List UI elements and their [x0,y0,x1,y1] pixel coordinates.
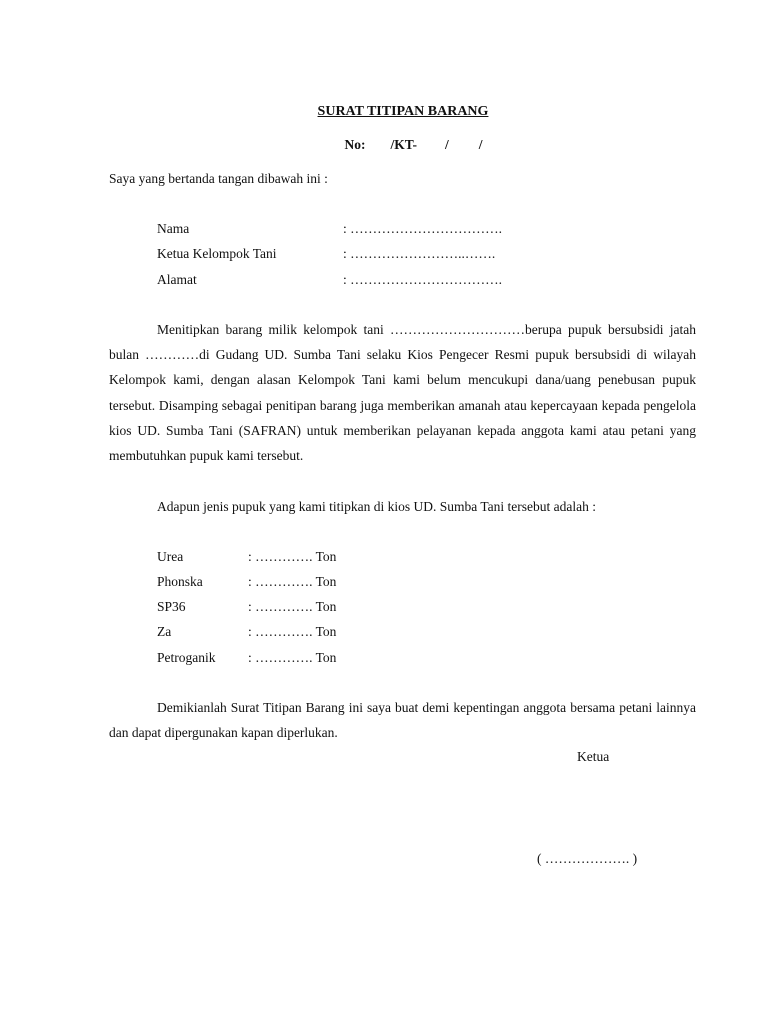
identity-value: : ……………………………. [343,221,503,236]
fertilizer-value: : …………. Ton [248,599,337,614]
fertilizer-row [157,624,457,642]
fertilizer-intro-paragraph: Adapun jenis pupuk yang kami titipkan di kios UD. Sumba Tani tersebut adalah : [157,499,596,514]
identity-label: Nama [157,221,190,236]
fertilizer-value: : …………. Ton [248,549,337,564]
fertilizer-label: Za [157,624,172,639]
identity-row-group [157,246,557,264]
number-prefix: No: [344,137,366,152]
fertilizer-value: : …………. Ton [248,624,337,639]
fertilizer-value: : …………. Ton [248,574,337,589]
closing-paragraph: Demikianlah Surat Titipan Barang ini saya buat demi kepentingan anggota bersama petani lainnya dan dapat dipergunakan kapan diperlukan. [109,700,696,741]
document-number [331,121,483,169]
fertilizer-label: Petroganik [157,650,216,665]
intro-text: Saya yang bertanda tangan dibawah ini : [109,171,328,186]
fertilizer-row [157,574,457,592]
identity-value: : ……………………..……. [343,246,496,261]
main-paragraph: Menitipkan barang milik kelompok tani …………………………berupa pupuk bersubsidi jatah bulan …………di Gudang UD. Sumba Tani selaku Kios Pengecer Resmi pupuk bersubsidi di wilayah Kelompok kami, dengan alasan Kelompok Tani kami belum mencukupi dana/uang penebusan pupuk tersebut. Disamping sebagai penitipan barang juga memberikan amanah atau kepercayaan kepada pengelola kios UD. Sumba Tani (SAFRAN) untuk memberikan pelayanan kepada anggota kami atau petani yang membutuhkan pupuk kami tersebut. [109,322,696,464]
identity-label: Ketua Kelompok Tani [157,246,277,261]
fertilizer-row [157,549,457,567]
fertilizer-label: Urea [157,549,184,564]
fertilizer-row [157,599,457,617]
number-code: /KT- [390,137,418,152]
number-separator-1: / [445,137,449,152]
fertilizer-value: : …………. Ton [248,650,337,665]
identity-row-address [157,272,557,290]
signature-line: ( ………………. ) [537,851,638,866]
identity-value: : ……………………………. [343,272,503,287]
signatory-role: Ketua [577,749,610,764]
number-separator-2: / [478,137,483,152]
fertilizer-label: SP36 [157,599,186,614]
fertilizer-row [157,650,457,668]
identity-row-name [157,221,557,239]
document-title: SURAT TITIPAN BARANG [317,104,489,119]
fertilizer-label: Phonska [157,574,203,589]
identity-label: Alamat [157,272,197,287]
